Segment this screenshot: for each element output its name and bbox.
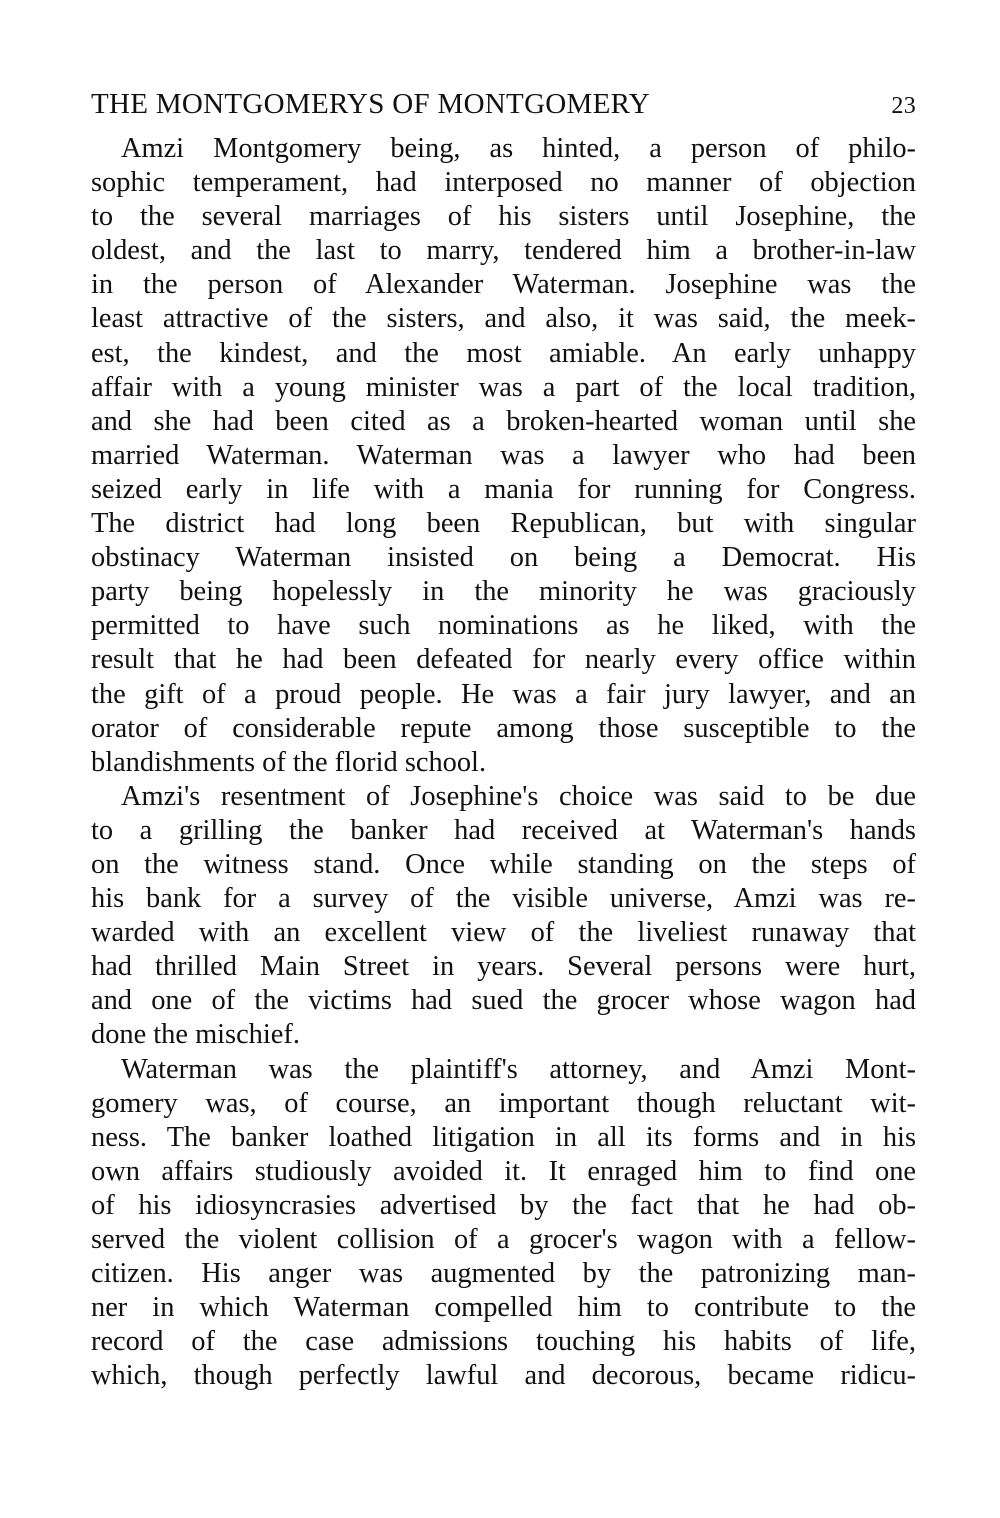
- paragraph: [91, 780, 916, 1053]
- text-line: Amzi Montgomery being, as hinted, a person of philo-: [121, 133, 916, 164]
- text-line: orator of considerable repute among those susceptible to the: [91, 712, 916, 744]
- text-line: served the violent collision of a grocer's wagon with a fellow-: [91, 1224, 916, 1255]
- text-line: permitted to have such nominations as he liked, with the: [91, 610, 916, 642]
- text-line: blandishments of the florid school.: [91, 746, 487, 778]
- text-line: had thrilled Main Street in years. Several persons were hurt,: [91, 951, 916, 983]
- text-line: the gift of a proud people. He was a fair jury lawyer, and an: [91, 678, 916, 710]
- text-line: record of the case admissions touching his habits of life,: [91, 1326, 916, 1358]
- paragraph: [91, 1053, 916, 1394]
- text-line: ner in which Waterman compelled him to contribute to the: [91, 1292, 916, 1324]
- text-line: party being hopelessly in the minority he was graciously: [91, 576, 916, 608]
- text-line: obstinacy Waterman insisted on being a Democrat. His: [91, 542, 916, 574]
- running-title: THE MONTGOMERYS OF MONTGOMERY: [91, 88, 650, 120]
- text-line: The district had long been Republican, but with singular: [91, 508, 916, 540]
- text-line: oldest, and the last to marry, tendered him a brother-in-law: [91, 235, 916, 267]
- page-number: 23: [891, 93, 916, 119]
- text-line: on the witness stand. Once while standing on the steps of: [91, 848, 916, 880]
- text-line: est, the kindest, and the most amiable. An early unhappy: [91, 337, 916, 369]
- text-line: his bank for a survey of the visible universe, Amzi was re-: [91, 883, 916, 915]
- text-line: and one of the victims had sued the grocer whose wagon had: [91, 985, 916, 1017]
- text-line: least attractive of the sisters, and also, it was said, the meek-: [91, 303, 916, 335]
- text-line: of his idiosyncrasies advertised by the fact that he had ob-: [91, 1189, 916, 1221]
- text-line: sophic temperament, had interposed no manner of objection: [91, 167, 916, 199]
- text-line: seized early in life with a mania for running for Congress.: [91, 473, 916, 505]
- body-text: [91, 132, 916, 1393]
- text-line: married Waterman. Waterman was a lawyer who had been: [91, 439, 916, 471]
- text-line: gomery was, of course, an important though reluctant wit-: [91, 1087, 916, 1119]
- text-line: own affairs studiously avoided it. It enraged him to find one: [91, 1155, 916, 1187]
- text-line: warded with an excellent view of the liveliest runaway that: [91, 917, 916, 949]
- running-head: [91, 84, 916, 124]
- text-line: affair with a young minister was a part of the local tradition,: [91, 371, 916, 403]
- text-line: result that he had been defeated for nearly every office within: [91, 644, 916, 676]
- text-line: and she had been cited as a broken-hearted woman until she: [91, 405, 916, 437]
- text-line: to a grilling the banker had received at Waterman's hands: [91, 814, 916, 846]
- text-line: Amzi's resentment of Josephine's choice was said to be due: [121, 780, 916, 812]
- text-line: to the several marriages of his sisters until Josephine, the: [91, 201, 916, 233]
- book-page: [91, 84, 916, 1393]
- text-line: citizen. His anger was augmented by the patronizing man-: [91, 1258, 916, 1290]
- text-line: done the mischief.: [91, 1019, 300, 1051]
- text-line: ness. The banker loathed litigation in all its forms and in his: [91, 1121, 916, 1153]
- text-line: Waterman was the plaintiff's attorney, and Amzi Mont-: [121, 1053, 916, 1085]
- text-line: which, though perfectly lawful and decorous, became ridicu-: [91, 1360, 916, 1392]
- paragraph: [91, 132, 916, 780]
- text-line: in the person of Alexander Waterman. Josephine was the: [91, 269, 916, 301]
